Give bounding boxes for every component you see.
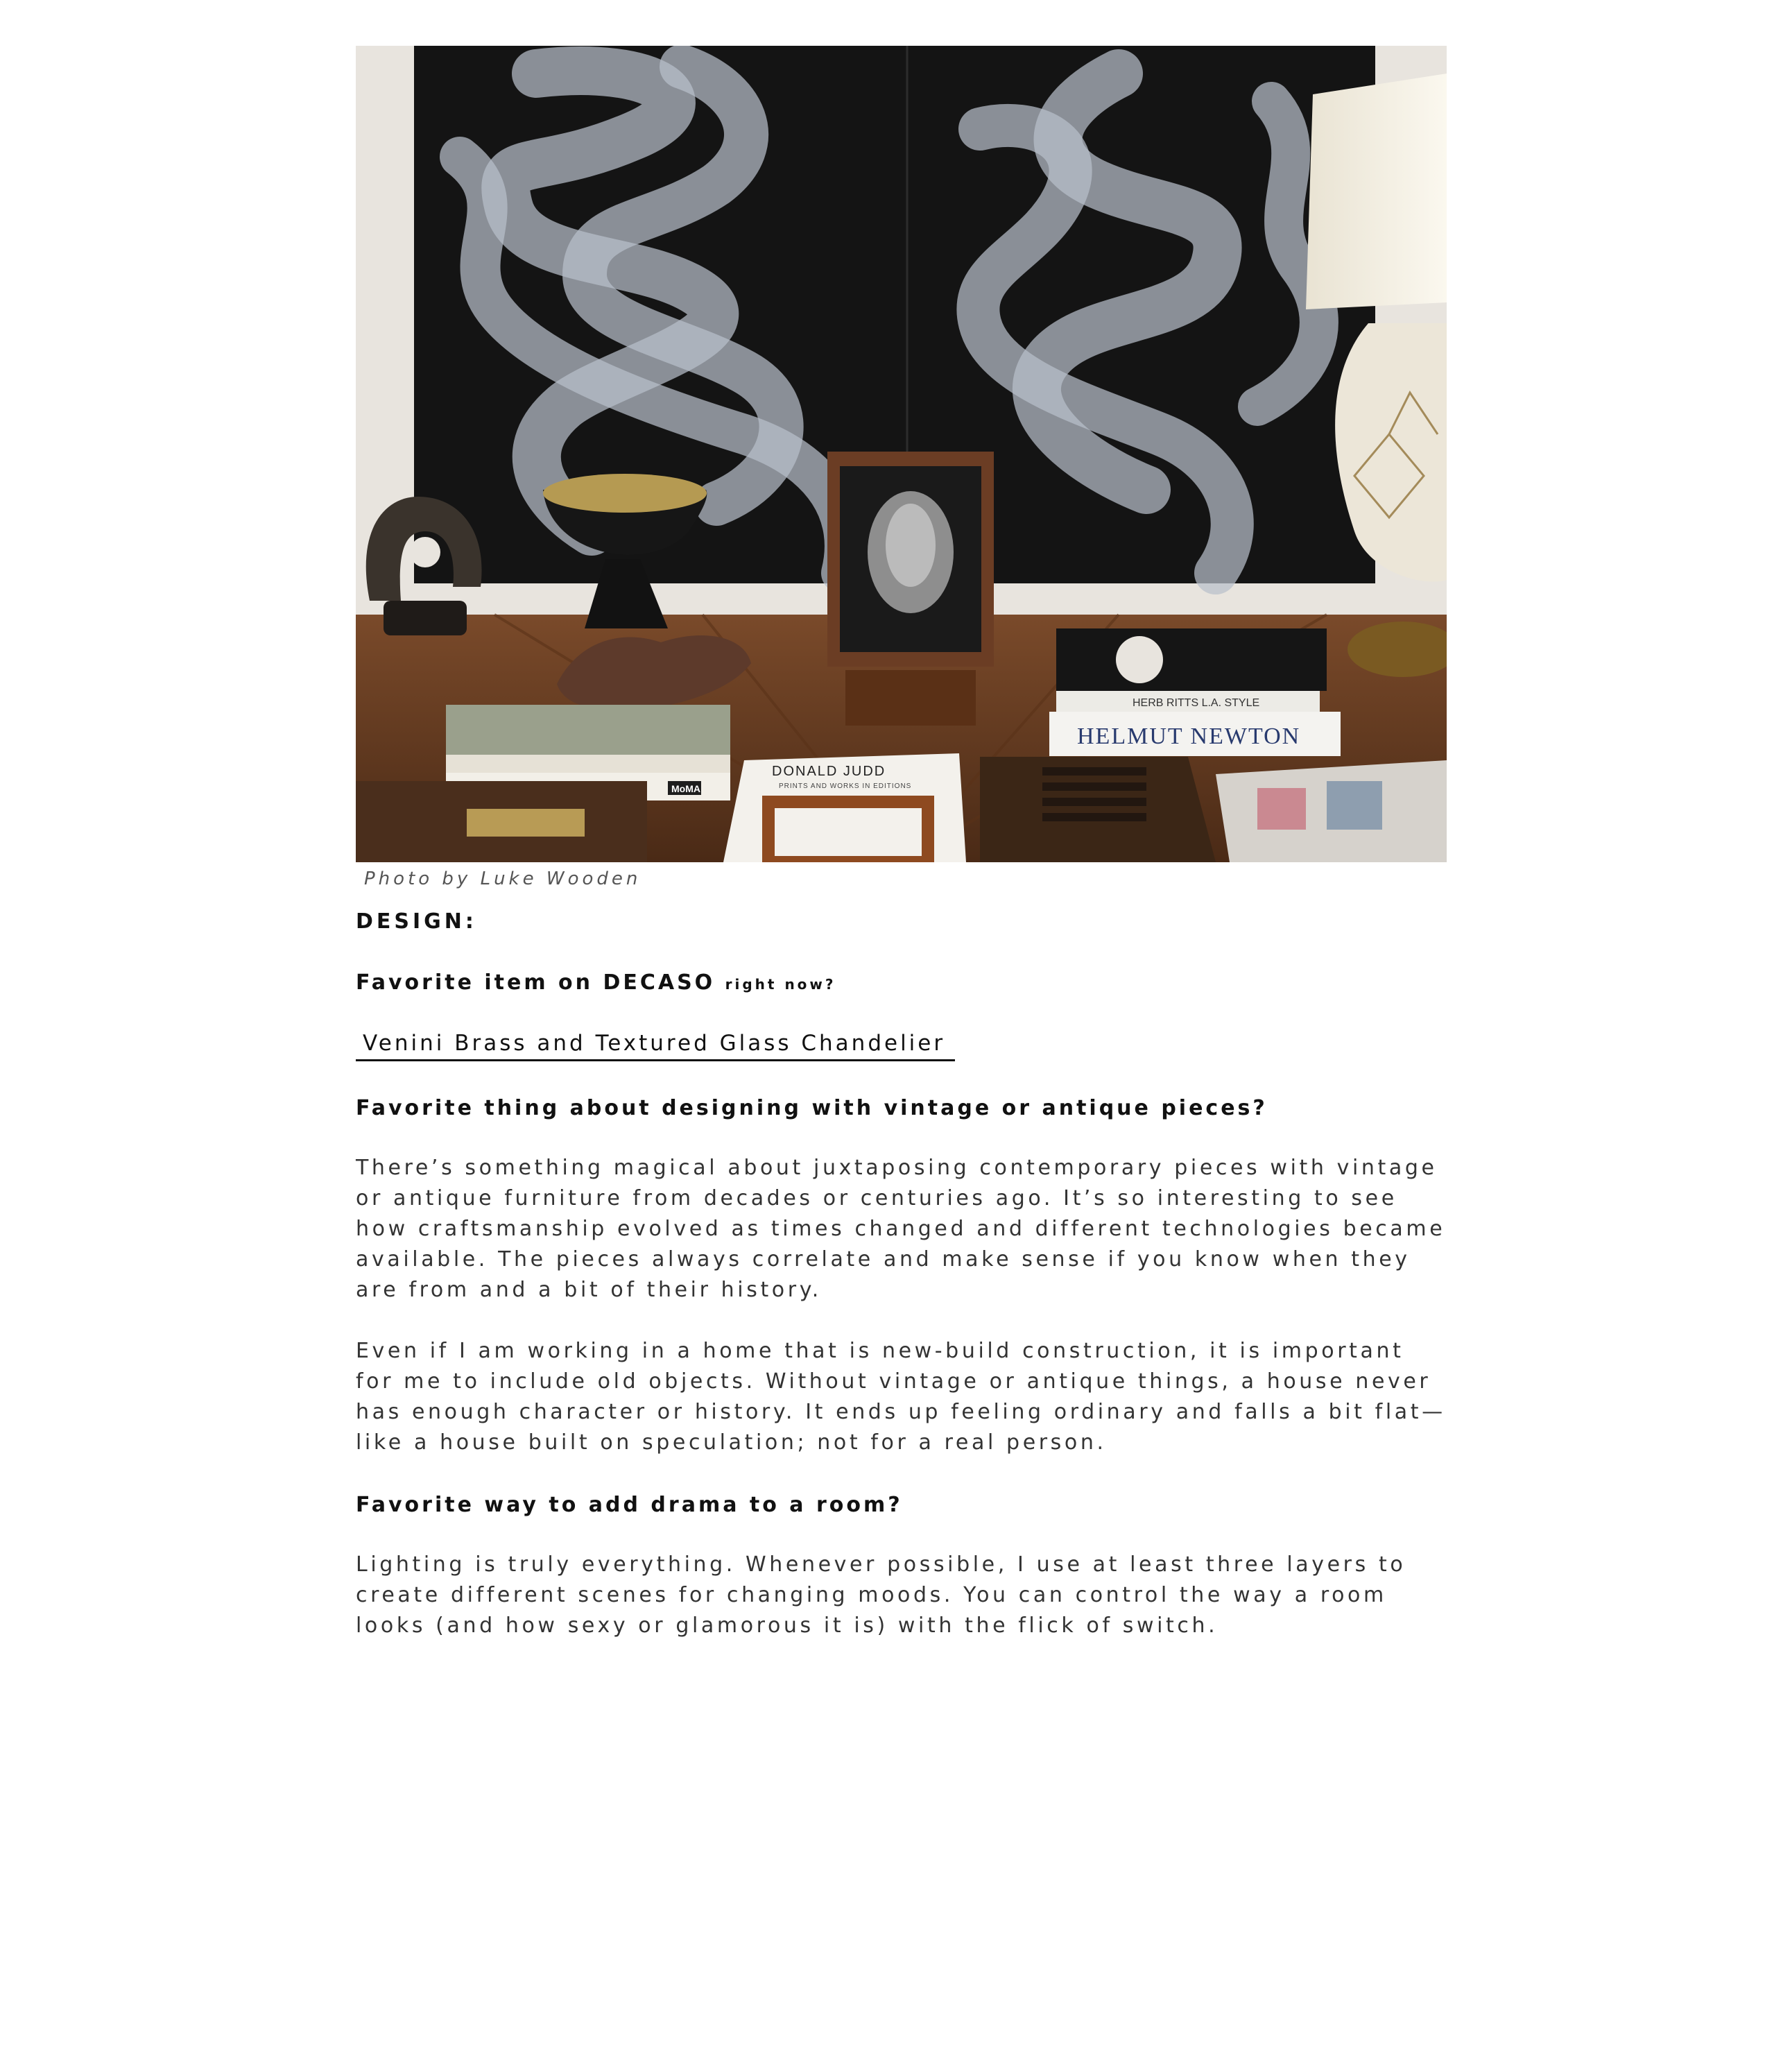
- question-favorite-item-text: Favorite item on DECASO: [356, 970, 716, 995]
- lamp-shade: [1306, 74, 1447, 309]
- answer-vintage-paragraph-1: There’s something magical about juxtaposing contemporary pieces with vintage or antique furniture from decades or centuries ago. It’s so interesting to see how craftsmanship evolved as times changed and different technologies became available. The pieces always correlate and make sense if you know when they are from and a bit of their history.: [356, 1156, 1446, 1302]
- donald-judd-book-title: DONALD JUDD: [772, 764, 886, 779]
- donald-judd-book-subtitle: PRINTS AND WORKS IN EDITIONS: [779, 782, 912, 790]
- moma-logo: MoMA: [671, 783, 700, 794]
- favorite-item-link-row: [356, 1029, 1447, 1061]
- herb-ritts-book-title: HERB RITTS L.A. STYLE: [1133, 697, 1260, 709]
- venini-chandelier-link[interactable]: Venini Brass and Textured Glass Chandelier: [356, 1029, 955, 1061]
- helmut-newton-book-title: HELMUT NEWTON: [1077, 724, 1301, 749]
- book-stack-right: [1049, 628, 1341, 756]
- donald-judd-book: [723, 753, 966, 862]
- photo-caption: Photo by Luke Wooden: [364, 868, 642, 889]
- section-heading: DESIGN:: [356, 909, 477, 934]
- question-add-drama: Favorite way to add drama to a room?: [356, 1493, 903, 1517]
- question-favorite-item: [356, 969, 1447, 998]
- answer-drama-paragraph: Lighting is truly everything. Whenever possible, I use at least three layers to create different scenes for changing moods. You can control the way a room looks (and how sexy or glamorous it is) with the flick of switch.: [356, 1552, 1406, 1638]
- interior-photo-illustration: [356, 46, 1447, 862]
- answer-vintage-paragraph-2: Even if I am working in a home that is new-build construction, it is important for me to include old objects. Without vintage or antique things, a house never has enough character or history. It ends up feeling ordinary and falls a bit flat—like a house built on speculation; not for a real person.: [356, 1339, 1446, 1455]
- framed-portrait: [827, 452, 994, 726]
- question-favorite-item-suffix: right now?: [725, 976, 836, 993]
- article: [356, 46, 1447, 1641]
- interior-photo: [356, 46, 1447, 862]
- book-stack-left: [446, 705, 730, 755]
- question-vintage-pieces: Favorite thing about designing with vintage or antique pieces?: [356, 1096, 1268, 1120]
